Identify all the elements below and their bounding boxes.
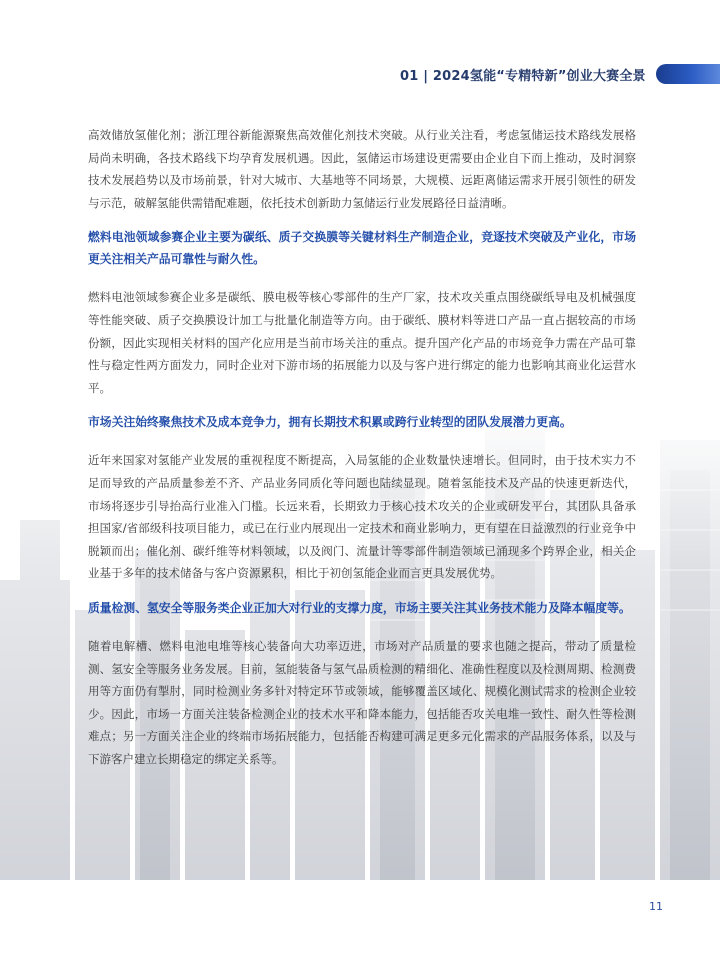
article-body [88, 124, 636, 770]
market-focus-paragraph: 近年来国家对氢能产业发展的重视程度不断提高，入局氢能的企业数量快速增长。但同时，由于技术实力不足而导致的产品质量参差不齐、产品业务同质化等问题也陆续显现。随着氢能技术及产品的快速更新迭代，市场将逐步引导抬高行业准入门槛。长远来看，长期致力于核心技术攻关的企业或研发平台，其团队具备承担国家/省部级科技项目能力，或已在行业内展现出一定技术和商业影响力，更有望在日益激烈的行业竞争中脱颖而出；催化剂、碳纤维等材料领域，以及阀门、流量计等零部件制造领域已涌现多个跨界企业，相关企业基于多年的技术储备与客户资源累积，相比于初创氢能企业而言更具发展优势。 [88, 453, 636, 581]
testing-services-paragraph: 随着电解槽、燃料电池电堆等核心装备向大功率迈进，市场对产品质量的要求也随之提高，带动了质量检测、氢安全等服务业务发展。目前，氢能装备与氢气品质检测的精细化、准确性程度以及检测周期、检测费用等方面仍有掣肘，同时检测业务多针对特定环节或领域，能够覆盖区域化、规模化测试需求的检测企业较少。因此，市场一方面关注装备检测企业的技术水平和降本能力，包括能否攻关电堆一致性、耐久性等检测难点；另一方面关注企业的终端市场拓展能力，包括能否构建可满足更多元化需求的产品服务体系，以及与下游客户建立长期稳定的绑定关系等。 [88, 638, 636, 766]
header-accent-bar [656, 64, 720, 84]
page-header [400, 62, 720, 86]
fuel-cell-paragraph: 燃料电池领域参赛企业多是碳纸、膜电极等核心零部件的生产厂家，技术攻关重点围绕碳纸导电及机械强度等性能突破、质子交换膜设计加工与批量化制造等方向。由于碳纸、膜材料等进口产品一直占据较高的市场份额，因此实现相关材料的国产化应用是当前市场关注的重点。提升国产化产品的市场竞争力需在产品可靠性与稳定性两方面发力，同时企业对下游市场的拓展能力以及与客户进行绑定的能力也影响其商业化运营水平。 [88, 290, 636, 395]
section-heading-testing-services: 质量检测、氢安全等服务类企业正加大对行业的支撑力度，市场主要关注其业务技术能力及降本幅度等。 [88, 600, 631, 615]
section-heading-market-focus: 市场关注始终聚焦技术及成本竞争力，拥有长期技术积累或跨行业转型的团队发展潜力更高。 [88, 415, 572, 430]
section-heading-fuel-cell: 燃料电池领域参赛企业主要为碳纸、质子交换膜等关键材料生产制造企业，竞逐技术突破及产业化，市场更关注相关产品可靠性与耐久性。 [88, 230, 636, 267]
intro-paragraph: 高效储放氢催化剂；浙江理谷新能源聚焦高效催化剂技术突破。从行业关注看，考虑氢储运技术路线发展格局尚未明确，各技术路线下均孕育发展机遇。因此，氢储运市场建设更需要由企业自下而上推动，及时洞察技术发展趋势以及市场前景，针对大城市、大基地等不同场景，大规模、远距离储运需求开展引领性的研发与示范，破解氢能供需错配难题，依托技术创新助力氢储运行业发展路径日益清晰。 [88, 128, 636, 210]
page-number: 11 [649, 900, 663, 913]
header-title: 01 | 2024氢能“专精特新”创业大赛全景 [400, 68, 646, 84]
